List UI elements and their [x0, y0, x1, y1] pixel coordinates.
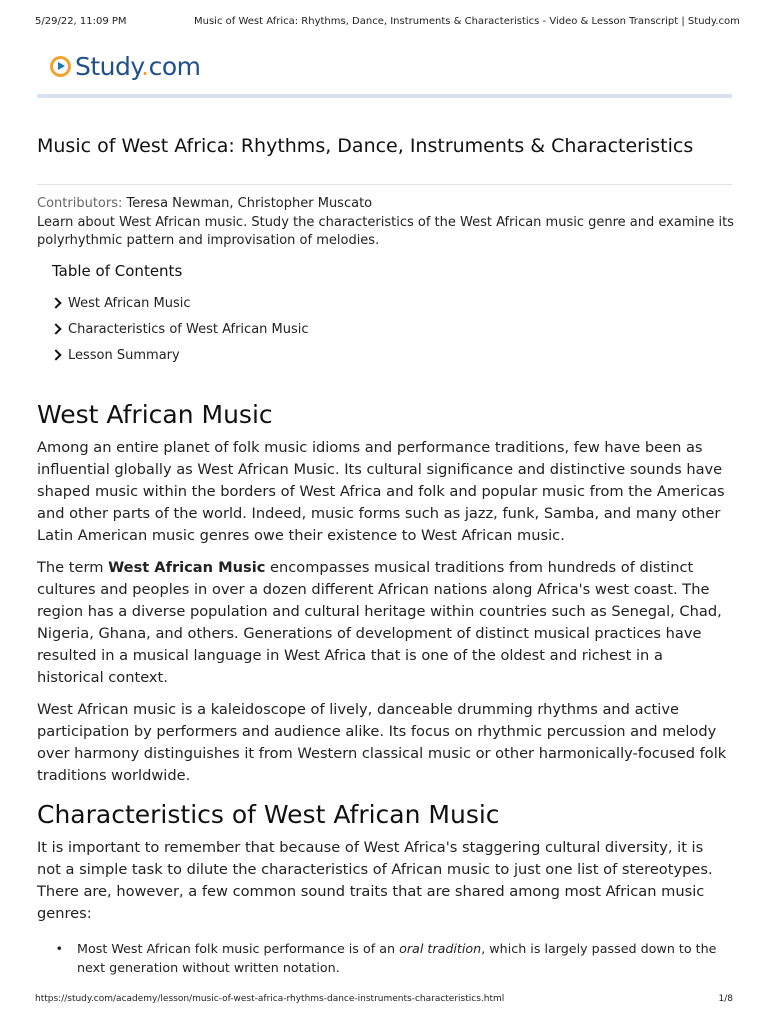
study-logo[interactable] [50, 52, 200, 81]
chevron-right-icon [50, 349, 61, 360]
toc-item-characteristics[interactable] [52, 316, 309, 342]
toc-item-west-african-music[interactable] [52, 290, 309, 316]
paragraph: West African music is a kaleidoscope of lively, danceable drumming rhythms and active participation by performers and audience alike. Its focus on rhythmic percussion and melody over harmony distinguishes it from Western classical music or other harmonically-focused folk traditions worldwide. [37, 701, 727, 784]
toc-item-label: Characteristics of West African Music [68, 321, 309, 337]
article-title: Music of West Africa: Rhythms, Dance, Instruments & Characteristics [37, 135, 694, 157]
contributors [37, 196, 372, 211]
title-divider [37, 184, 732, 185]
contributors-names: Teresa Newman, Christopher Muscato [126, 196, 373, 211]
term-west-african-music: West African Music [108, 559, 266, 576]
article-description: Learn about West African music. Study the characteristics of the West African music genre and examine its polyrhythmic pattern and improvisation of melodies. [37, 215, 734, 248]
header-divider [37, 94, 732, 98]
contributors-label: Contributors: [37, 196, 123, 211]
print-page-number: 1/8 [718, 994, 733, 1004]
toc-item-lesson-summary[interactable] [52, 342, 309, 368]
characteristics-list [37, 939, 731, 977]
paragraph: Among an entire planet of folk music idioms and performance traditions, few have been as influential globally as West African Music. Its cultural significance and distinctive sounds have shaped music within the borders of West Africa and folk and popular music from the Americas and other parts of the world. Indeed, music forms such as jazz, funk, Samba, and many other Latin American music genres owe their existence to West African music. [37, 439, 725, 544]
section-west-african-music [37, 400, 731, 787]
chevron-right-icon [50, 323, 61, 334]
play-circle-icon [50, 56, 71, 77]
paragraph: The term West African Music encompasses musical traditions from hundreds of distinct cultures and peoples in over a dozen different African nations along Africa's west coast. The region has a diverse population and cultural heritage within countries such as Senegal, Chad, Nigeria, Ghana, and others. Generations of development of distinct musical practices have resulted in a musical language in West Africa that is one of the oldest and richest in a historical context. [37, 559, 722, 686]
toc-item-label: West African Music [68, 295, 191, 311]
section-heading: West African Music [37, 400, 273, 429]
section-characteristics [37, 800, 731, 977]
list-item: • Most West African folk music performance is of an oral tradition, which is largely passed down to the next generation without written notation. [37, 939, 731, 977]
paragraph: It is important to remember that because of West Africa's staggering cultural diversity, it is not a simple task to dilute the characteristics of African music to just one list of stereotypes. There are, however, a few common sound traits that are shared among most African music genres: [37, 839, 713, 922]
toc-item-label: Lesson Summary [68, 347, 180, 363]
chevron-right-icon [50, 297, 61, 308]
section-heading: Characteristics of West African Music [37, 800, 500, 829]
print-date: 5/29/22, 11:09 PM [35, 16, 127, 27]
logo-text: Study.com [75, 52, 201, 81]
table-of-contents [52, 262, 309, 368]
print-url: https://study.com/academy/lesson/music-of-west-africa-rhythms-dance-instruments-characteristics.html [35, 994, 505, 1004]
toc-title: Table of Contents [52, 262, 183, 280]
print-page-title: Music of West Africa: Rhythms, Dance, Instruments & Characteristics - Video & Lesson Transcript | Study.com [194, 16, 740, 27]
